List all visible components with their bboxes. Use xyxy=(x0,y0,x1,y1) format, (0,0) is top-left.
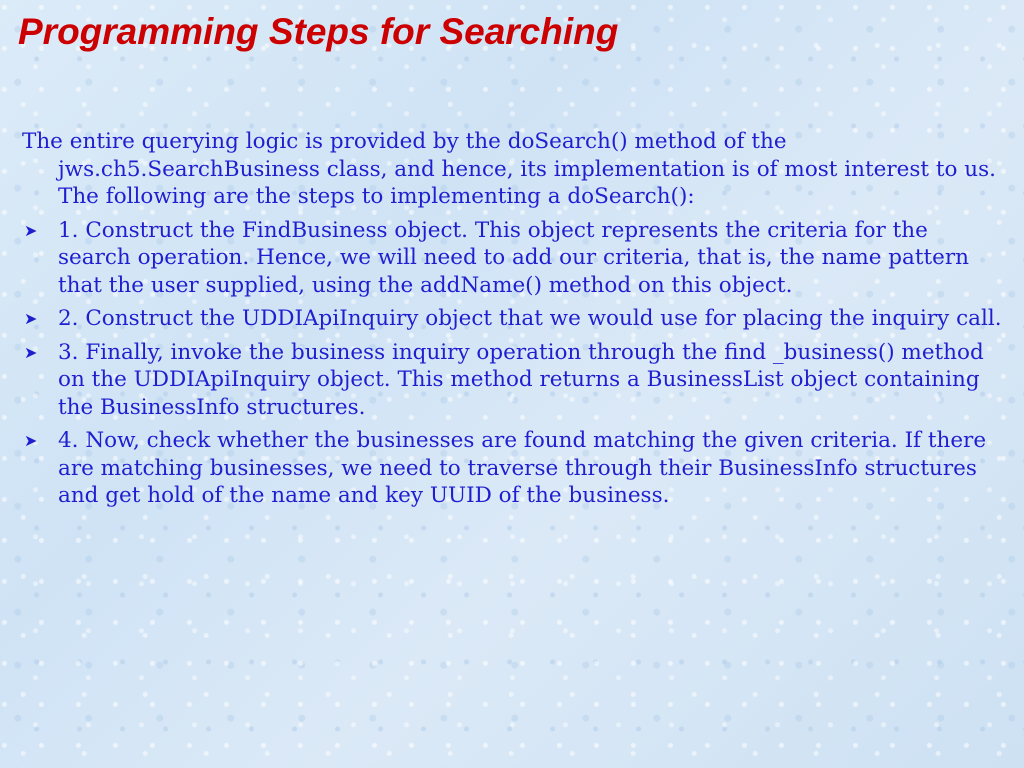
list-item-text: 4. Now, check whether the businesses are found matching the given criteria. If there are matching businesses, we need to traverse through their BusinessInfo structures and get hold of the name and key UUID of the business. xyxy=(58,428,987,508)
list-item-text: 3. Finally, invoke the business inquiry operation through the find _business() method on the UDDIApiInquiry object. This method returns a BusinessList object containing the BusinessInfo structures. xyxy=(58,339,984,420)
list-item-text: 2. Construct the UDDIApiInquiry object that we would use for placing the inquiry call. xyxy=(58,306,1002,331)
intro-paragraph: The entire querying logic is provided by the doSearch() method of the jws.ch5.SearchBusiness class, and hence, its implementation is of most interest to us. The following are the steps to implementing a doSearch(): xyxy=(22,129,997,209)
arrowhead-bullet-icon: ➤ xyxy=(24,220,38,240)
list-item xyxy=(22,427,1002,510)
steps-list xyxy=(22,217,1002,510)
slide-body xyxy=(22,128,1002,516)
list-item xyxy=(22,339,1002,422)
arrowhead-bullet-icon: ➤ xyxy=(24,431,38,450)
list-item-text: 1. Construct the FindBusiness object. This object represents the criteria for the search operation. Hence, we will need to add our criteria, that is, the name pattern that the user supplied, using the addName() method on this object. xyxy=(58,217,969,298)
list-item xyxy=(22,305,1002,333)
arrowhead-bullet-icon: ➤ xyxy=(24,309,38,328)
arrowhead-bullet-icon: ➤ xyxy=(24,342,38,362)
slide-title: Programming Steps for Searching xyxy=(18,11,619,52)
list-item xyxy=(22,217,1002,300)
